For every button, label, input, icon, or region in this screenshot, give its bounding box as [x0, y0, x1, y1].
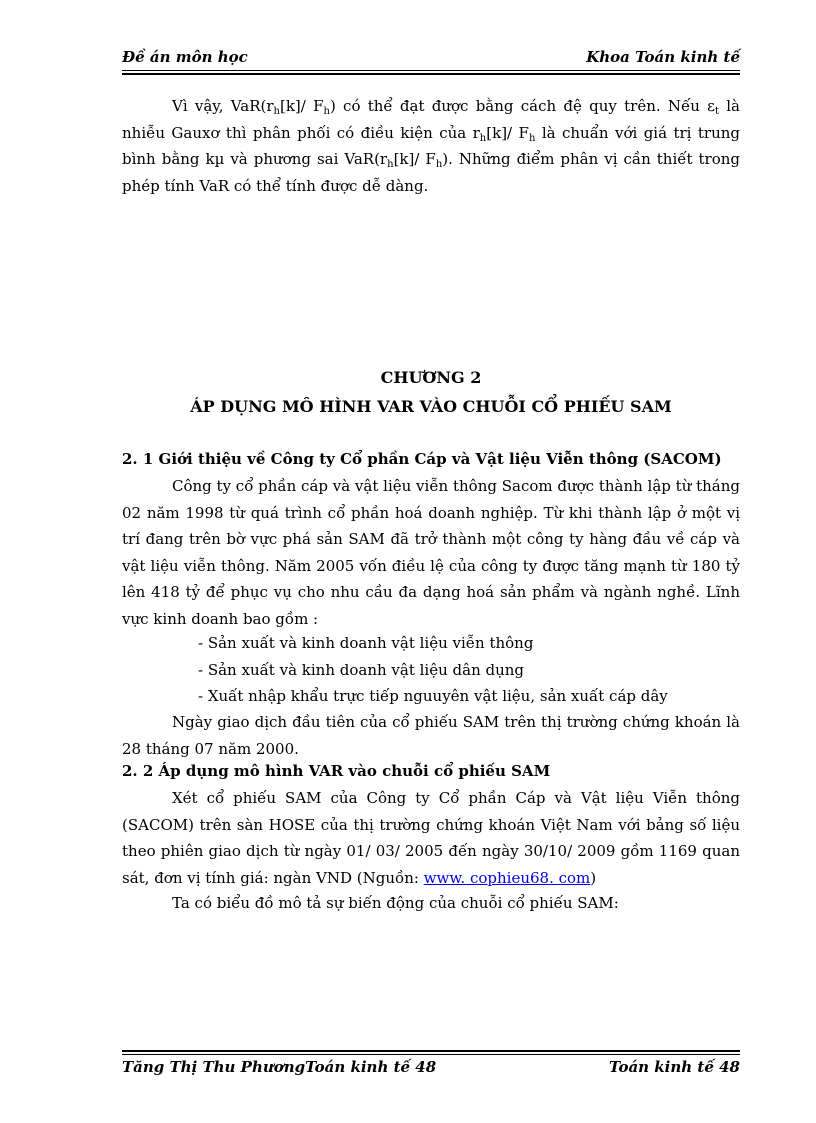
section2-paragraph: Xét cổ phiếu SAM của Công ty Cổ phần Cáp và Vật liệu Viễn thông (SACOM) trên sàn HOSE của thị trường chứng khoán Việt Nam với bảng số liệu theo phiên giao dịch từ ngày 01/ 03/ 2005 đến ngày 30/10/ 2009 gồm 1169 quan sát, đơn vị tính giá: ngàn VND (Nguồn: www. cophieu68. com) — [122, 789, 740, 887]
footer-rule-thick — [122, 1050, 740, 1052]
intro-paragraph: Vì vậy, $VaR(r_h[k]/$ $F_h$) có thể đạt được bằng cách đệ quy trên. Nếu $\varepsilon_t$ là nhiễu Gauxơ thì phân phối có điều kiện của $r_h[k]/$ $F_h$ là chuẩn với giá trị trung bình bằng kµ và phương sai $VaR(r_h[k]/$ $F_h$). Những điểm phân vị cần thiết trong phép tính VaR có thể tính được dễ dàng. — [122, 97, 741, 195]
chapter-number: CHƯƠNG 2 — [380, 368, 482, 387]
page-header — [122, 48, 740, 70]
source-link[interactable]: www. cophieu68. com — [423, 868, 591, 887]
header-rule-thick — [122, 73, 740, 75]
section-heading-2-1: 2. 1 Giới thiệu về Công ty Cổ phần Cáp và Vật liệu Viễn thông (SACOM) — [122, 450, 722, 468]
section2-paragraph-2: Ta có biểu đồ mô tả sự biến động của chuỗi cổ phiếu SAM: — [172, 894, 619, 912]
header-rule-thin — [122, 70, 740, 71]
section-heading-2-2: 2. 2 Áp dụng mô hình VAR vào chuỗi cổ phiếu SAM — [122, 762, 551, 780]
header-left: Đề án môn học — [122, 48, 248, 66]
header-right: Khoa Toán kinh tế — [586, 48, 740, 66]
list-item: - Xuất nhập khẩu trực tiếp nguuyên vật liệu, sản xuất cáp dây — [198, 687, 668, 705]
section1-paragraph: Công ty cổ phần cáp và vật liệu viễn thông Sacom được thành lập từ tháng 02 năm 1998 từ quá trình cổ phần hoá doanh nghiệp. Từ khi thành lập ở một vị trí đang trên bờ vực phá sản SAM đã trở thành một công ty hàng đầu về cáp và vật liệu viễn thông. Năm 2005 vốn điều lệ của công ty được tăng mạnh từ 180 tỷ lên 418 tỷ để phục vụ cho nhu cầu đa dạng hoá sản phẩm và ngành nghề. Lĩnh vực kinh doanh bao gồm : — [122, 477, 741, 628]
business-list — [198, 630, 738, 710]
list-item: - Sản xuất và kinh doanh vật liệu viễn thông — [198, 634, 534, 652]
list-item: - Sản xuất và kinh doanh vật liệu dân dụng — [198, 660, 525, 679]
section1-paragraph-2: Ngày giao dịch đầu tiên của cổ phiếu SAM trên thị trường chứng khoán là 28 tháng 07 năm 2000. — [122, 713, 740, 758]
page-footer — [122, 1058, 740, 1080]
footer-right: Toán kinh tế 48 — [609, 1058, 740, 1076]
chapter-title: ÁP DỤNG MÔ HÌNH VAR VÀO CHUỖI CỔ PHIẾU SAM — [190, 397, 672, 416]
footer-left: Tăng Thị Thu PhươngToán kinh tế 48 — [122, 1058, 437, 1076]
footer-rule-thin — [122, 1054, 740, 1055]
